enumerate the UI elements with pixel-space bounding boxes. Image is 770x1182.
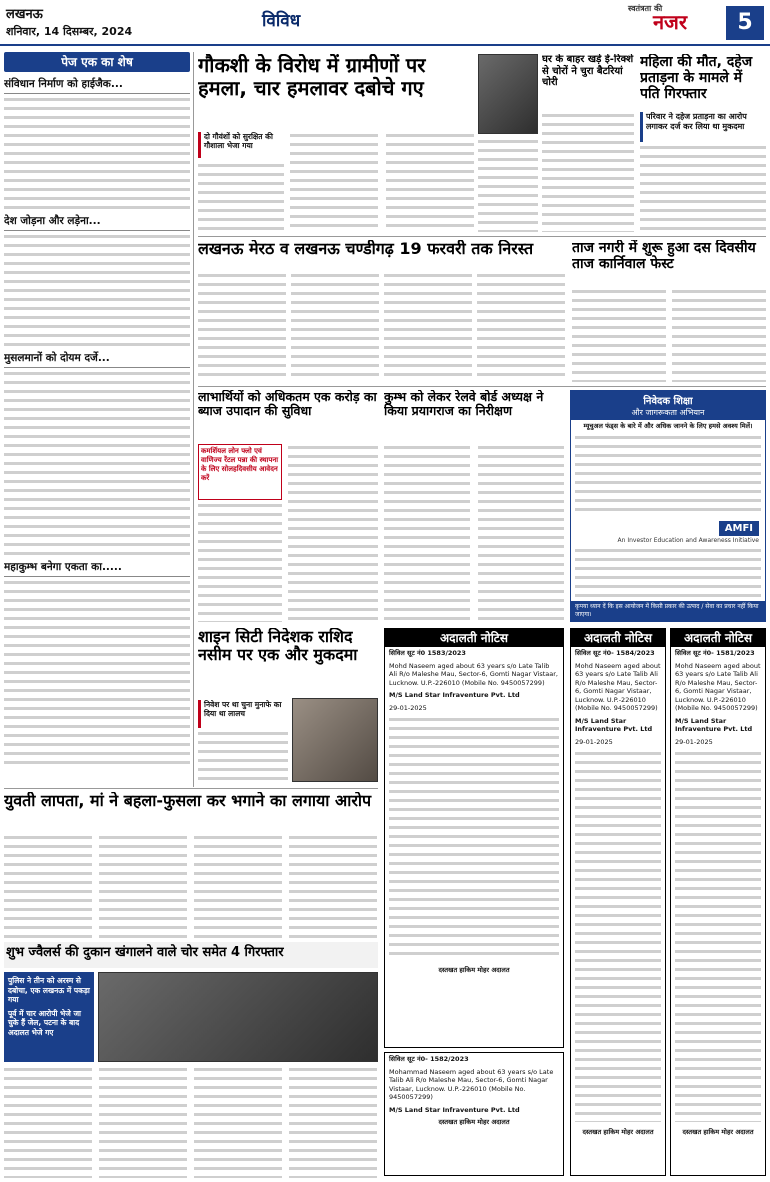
- notice-defendant: M/S Land Star Infraventure Pvt. Ltd: [389, 1105, 520, 1114]
- story-title-4: महाकुम्भ बनेगा एकता का.....: [4, 558, 190, 577]
- beneficiary-headline-box: [198, 390, 378, 442]
- court-notice: [384, 1052, 564, 1176]
- notice-signature: दस्तखत हाकिम मोहर अदालत: [438, 1118, 510, 1126]
- masthead: [0, 0, 770, 46]
- missing-girl-headline-box: [4, 792, 378, 832]
- column-rule: [193, 52, 194, 787]
- thief-photo: [478, 54, 538, 134]
- beneficiary-caption-box: [198, 444, 282, 500]
- story-text-1: [4, 96, 190, 210]
- missing-girl-text: [4, 834, 378, 938]
- notice-defendant: M/S Land Star Infraventure Pvt. Ltd: [389, 691, 520, 699]
- section-rule-3: [4, 788, 378, 789]
- court-notice: [570, 628, 666, 1176]
- section-rule-2: [198, 386, 766, 387]
- shine-text-1: [198, 730, 288, 782]
- shine-headline: शाइन सिटी निदेशक राशिद नसीम पर एक और मुकदमा: [198, 628, 358, 665]
- jewel-point-2: पूर्व में चार आरोपी भेजे जा चुके हैं जेल, पटना के बाद अदालत भेजे गए: [8, 1008, 81, 1037]
- section-rule: [198, 236, 766, 237]
- beneficiary-text-1: [198, 502, 282, 622]
- notice-plaintiff: Mohammad Naseem aged about 63 years s/o Late Talib Ali R/o Maleshe Mau, Sector-6, Gomti Nagar Vistaar, Lucknow. U.P.-226010 (Mobile No. 9450057299): [389, 1067, 554, 1101]
- notice-date: 29-01-2025: [389, 703, 427, 712]
- shine-headline-box: [198, 628, 378, 698]
- story-title-1: संविधान निर्माण को हाईजैक...: [4, 75, 190, 94]
- notice-plaintiff: Mohd Naseem aged about 63 years s/o Late Talib Ali R/o Maleshe Mau, Sector-6, Gomti Nagar Vistaar, Lucknow. U.P.-226010 (Mobile No. 9450057299): [675, 661, 761, 712]
- education-subtitle: और जागरूकता अभियान: [631, 408, 705, 417]
- gau-headline: गौकशी के विरोध में ग्रामीणों पर हमला, चार हमलावर दबोचे गए: [198, 54, 426, 100]
- newspaper-logo: [620, 2, 720, 42]
- taj-story-text: [572, 288, 766, 382]
- house-story-text-2: [478, 138, 538, 232]
- story-title-2: देश जोड़ना और लड़ेना...: [4, 212, 190, 231]
- notice-date: 29-01-2025: [675, 737, 713, 746]
- notice-case-no: सिविल सूट नं0 1583/2023: [389, 649, 466, 657]
- amfi-logo-text: AMFI: [719, 521, 759, 536]
- notice-signature: दस्तखत हाकिम मोहर अदालत: [582, 1128, 654, 1136]
- notice-signature: दस्तखत हाकिम मोहर अदालत: [438, 966, 510, 974]
- education-advert: [570, 390, 766, 622]
- accused-portrait: [292, 698, 378, 782]
- woman-caption: परिवार ने दहेज प्रताड़ना का आरोप लगाकर दर्ज कर लिया था मुकदमा: [646, 112, 747, 131]
- education-footer: कृपया ध्यान दें कि इस आयोजन में किसी प्रकार की उत्पाद / सेवा का प्रचार नहीं किया जाएगा।: [571, 601, 765, 621]
- left-column: [4, 52, 190, 782]
- amfi-logo-caption: An Investor Education and Awareness Initiative: [617, 537, 759, 544]
- notice-plaintiff: Mohd Naseem aged about 63 years s/o Late Talib Ali R/o Maleshe Mau, Sector-6, Gomti Nagar Vistaar, Lucknow. U.P.-226010 (Mobile No. 9450057299): [575, 661, 661, 712]
- shine-caption: निवेश पर था चुना मुनाफे का दिया था लालच: [204, 700, 282, 718]
- house-story-text: [542, 112, 634, 232]
- metro-story-text: [198, 272, 566, 382]
- jewel-points: [4, 972, 94, 1062]
- page-number: 5: [726, 6, 764, 40]
- notice-signature: दस्तखत हाकिम मोहर अदालत: [682, 1128, 754, 1136]
- kumbh-headline-box: [384, 390, 564, 442]
- shine-caption-box: [198, 700, 288, 728]
- notice-defendant: M/S Land Star Infraventure Pvt. Ltd: [675, 716, 753, 733]
- story-text-3: [4, 370, 190, 556]
- notice-header: अदालती नोटिस: [571, 629, 665, 647]
- missing-girl-headline: युवती लापता, मां ने बहला-फुसला कर भगाने का लगाया आरोप: [4, 792, 372, 810]
- gau-story-body: [198, 132, 474, 232]
- kumbh-headline: कुम्भ को लेकर रेलवे बोर्ड अध्यक्ष ने किया प्रयागराज का निरीक्षण: [384, 390, 544, 419]
- woman-story-text: [640, 144, 766, 234]
- beneficiary-text-2: [288, 444, 378, 622]
- taj-headline-box: [572, 240, 766, 286]
- notice-header: अदालती नोटिस: [671, 629, 765, 647]
- education-advert-header: [571, 391, 765, 420]
- woman-death-headline: [640, 54, 766, 112]
- beneficiary-caption: कमर्शियल लोन फ्लो एवं वाणिज्य रेंटल पन्ना की स्थापना के लिए सोलहदिवसीय आवेदन करें: [201, 447, 279, 482]
- arrested-group-photo: [98, 972, 378, 1062]
- beneficiary-headline: लाभार्थियों को अधिकतम एक करोड़ का ब्याज उपादान की सुविधा: [198, 390, 377, 419]
- notice-case-no: सिविल सूट नं0- 1581/2023: [675, 649, 755, 657]
- section-title: विविध: [262, 11, 301, 31]
- notice-header: अदालती नोटिस: [385, 629, 563, 647]
- gau-story-headline: [198, 54, 474, 128]
- education-line: म्यूचुअल फंड्स के बारे में और अधिक जानने के लिए हमसे अवश्य मिलें।: [583, 422, 753, 430]
- edition-date: शनिवार, 14 दिसम्बर, 2024: [6, 25, 133, 38]
- taj-headline: ताज नगरी में शुरू हुआ दस दिवसीय ताज कार्निवाल फेस्ट: [572, 240, 756, 273]
- gau-caption: दो गौवंशों को सुरक्षित की गौशाला भेजा गया: [198, 132, 284, 158]
- metro-headline: लखनऊ मेरठ व लखनऊ चण्डीगढ़ 19 फरवरी तक निरस्त: [198, 240, 534, 258]
- jewel-headline-box: [4, 942, 378, 968]
- jewel-story-text: [4, 1066, 378, 1178]
- kumbh-story-text: [384, 444, 564, 622]
- court-notice: [670, 628, 766, 1176]
- woman-headline: महिला की मौत, दहेज प्रताड़ना के मामले में पति गिरफ्तार: [640, 54, 753, 103]
- jewel-headline: शुभ ज्वैलर्स की दुकान खंगालने वाले चोर समेत 4 गिरफ्तार: [6, 945, 284, 960]
- story-title-3: मुसलमानों को दोयम दर्जे...: [4, 349, 190, 368]
- logo-text: नजर: [652, 10, 688, 34]
- woman-caption-box: [640, 112, 766, 142]
- education-details: [575, 434, 761, 514]
- amfi-logo: [571, 516, 765, 536]
- jewel-point-1: पुलिस ने तीन को अरस्म से दबोचा, एक लखनऊ में पकड़ा गया: [8, 976, 90, 1004]
- house-headline: घर के बाहर खड़े ई-रिक्शे से चोरों ने चुरा बैटरियां चोरी: [542, 54, 634, 88]
- metro-headline-box: [198, 240, 566, 270]
- notice-date: 29-01-2025: [575, 737, 613, 746]
- story-text-4: [4, 579, 190, 765]
- continued-ribbon: पेज एक का शेष: [4, 52, 190, 72]
- notice-case-no: सिविल सूट नं0- 1582/2023: [389, 1055, 469, 1063]
- story-text-2: [4, 233, 190, 347]
- notice-case-no: सिविल सूट नं0- 1584/2023: [575, 649, 655, 657]
- education-title: निवेदक शिक्षा: [643, 396, 693, 407]
- house-theft-headline: [542, 54, 634, 110]
- notice-plaintiff: Mohd Naseem aged about 63 years s/o Late Talib Ali R/o Maleshe Mau, Sector-6, Gomti Nagar Vistaar, Lucknow. U.P.-226010 (Mobile No. 9450057299): [389, 661, 558, 687]
- education-footer-text: [575, 547, 761, 599]
- notice-defendant: M/S Land Star Infraventure Pvt. Ltd: [575, 716, 653, 733]
- court-notice: [384, 628, 564, 1048]
- logo-tagline: स्वतंत्रता की: [628, 3, 663, 13]
- edition-city: लखनऊ: [6, 7, 43, 22]
